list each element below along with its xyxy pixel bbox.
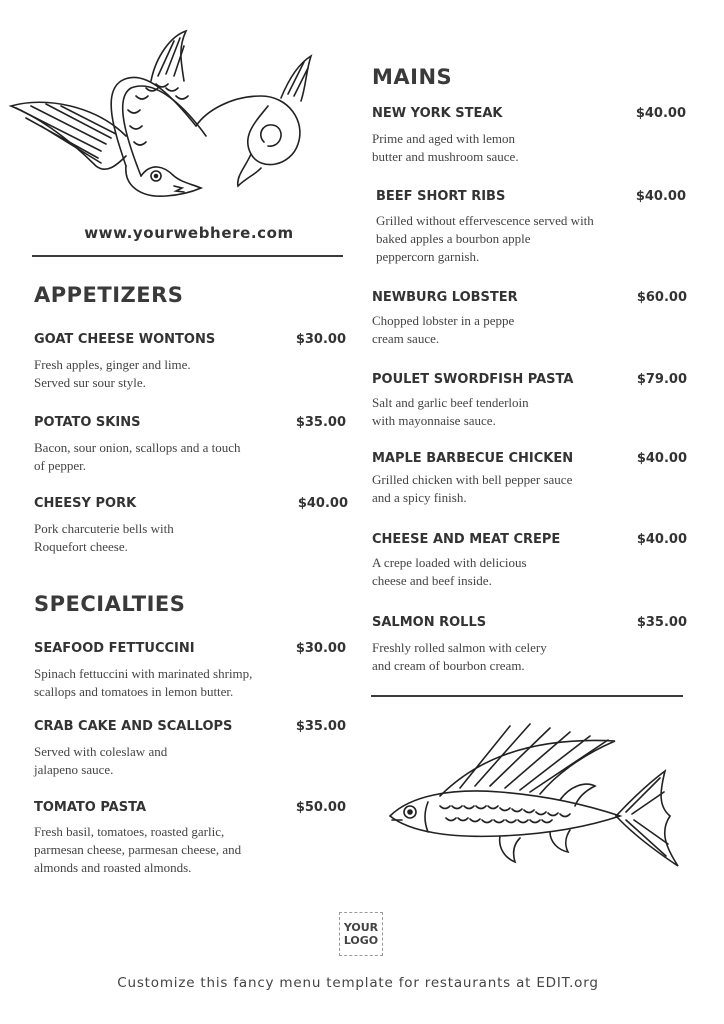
menu-item-price: $30.00 <box>295 332 346 347</box>
menu-item-description: butter and mushroom sauce. <box>372 149 519 164</box>
website-url[interactable]: www.yourwebhere.com <box>84 224 294 242</box>
menu-item-name: POULET SWORDFISH PASTA <box>372 372 574 387</box>
appetizers-heading: APPETIZERS <box>34 283 184 307</box>
sea-serpent-illustration <box>6 26 326 212</box>
menu-item-name: MAPLE BARBECUE CHICKEN <box>372 451 574 466</box>
menu-item-name: CHEESY PORK <box>34 496 137 511</box>
menu-item-description: Served with coleslaw and <box>34 744 168 759</box>
menu-item-description: Served sur sour style. <box>34 375 146 390</box>
menu-item-price: $40.00 <box>636 532 687 547</box>
menu-item-price: $40.00 <box>636 451 687 466</box>
menu-item-price: $35.00 <box>636 615 687 630</box>
menu-item-price: $40.00 <box>297 496 348 511</box>
left-divider <box>32 255 343 257</box>
logo-text-line-1: YOUR <box>343 921 379 934</box>
menu-item-name: SEAFOOD FETTUCCINI <box>34 641 195 656</box>
menu-item-description: cheese and beef inside. <box>372 573 492 588</box>
menu-item-description: almonds and roasted almonds. <box>34 860 192 875</box>
menu-item-description: with mayonnaise sauce. <box>372 413 496 428</box>
menu-item-description: scallops and tomatoes in lemon butter. <box>34 684 234 699</box>
menu-item-description: and cream of bourbon cream. <box>372 658 525 673</box>
menu-item-description: Grilled without effervescence served with <box>376 213 594 228</box>
menu-item-description: baked apples a bourbon apple <box>376 231 531 246</box>
menu-item-price: $35.00 <box>295 719 346 734</box>
logo-placeholder <box>339 912 383 956</box>
menu-item-description: of pepper. <box>34 458 86 473</box>
menu-item-name: GOAT CHEESE WONTONS <box>34 332 216 347</box>
menu-item-price: $40.00 <box>635 189 686 204</box>
right-divider <box>371 695 683 697</box>
menu-item-description: Spinach fettuccini with marinated shrimp, <box>34 666 253 681</box>
logo-text-line-2: LOGO <box>343 934 379 947</box>
menu-item-description: Freshly rolled salmon with celery <box>372 640 547 655</box>
menu-item-name: SALMON ROLLS <box>372 615 487 630</box>
menu-item-description: peppercorn garnish. <box>376 249 480 264</box>
menu-item-description: Grilled chicken with bell pepper sauce <box>372 472 573 487</box>
flying-fish-illustration <box>380 716 684 876</box>
menu-item-description: cream sauce. <box>372 331 440 346</box>
menu-item-name: CHEESE AND MEAT CREPE <box>372 532 561 547</box>
menu-item-price: $60.00 <box>636 290 687 305</box>
menu-item-name: TOMATO PASTA <box>34 800 147 815</box>
menu-item-description: Prime and aged with lemon <box>372 131 515 146</box>
menu-item-description: Fresh basil, tomatoes, roasted garlic, <box>34 824 225 839</box>
menu-item-price: $35.00 <box>295 415 346 430</box>
menu-item-name: BEEF SHORT RIBS <box>376 189 506 204</box>
menu-item-name: NEWBURG LOBSTER <box>372 290 518 305</box>
menu-item-description: A crepe loaded with delicious <box>372 555 527 570</box>
specialties-heading: SPECIALTIES <box>34 592 186 616</box>
menu-item-price: $79.00 <box>636 372 687 387</box>
menu-item-name: NEW YORK STEAK <box>372 106 503 121</box>
menu-item-name: CRAB CAKE AND SCALLOPS <box>34 719 233 734</box>
menu-item-name: POTATO SKINS <box>34 415 141 430</box>
menu-item-description: Chopped lobster in a peppe <box>372 313 515 328</box>
menu-item-description: Roquefort cheese. <box>34 539 128 554</box>
mains-heading: MAINS <box>372 65 453 89</box>
menu-item-price: $40.00 <box>635 106 686 121</box>
menu-item-description: Salt and garlic beef tenderloin <box>372 395 529 410</box>
menu-item-description: and a spicy finish. <box>372 490 467 505</box>
menu-item-price: $30.00 <box>295 641 346 656</box>
menu-item-description: parmesan cheese, parmesan cheese, and <box>34 842 242 857</box>
menu-item-price: $50.00 <box>295 800 346 815</box>
menu-item-description: Bacon, sour onion, scallops and a touch <box>34 440 241 455</box>
footer-text[interactable]: Customize this fancy menu template for restaurants at EDIT.org <box>117 975 599 991</box>
menu-item-description: Pork charcuterie bells with <box>34 521 174 536</box>
menu-item-description: jalapeno sauce. <box>34 762 114 777</box>
menu-item-description: Fresh apples, ginger and lime. <box>34 357 191 372</box>
